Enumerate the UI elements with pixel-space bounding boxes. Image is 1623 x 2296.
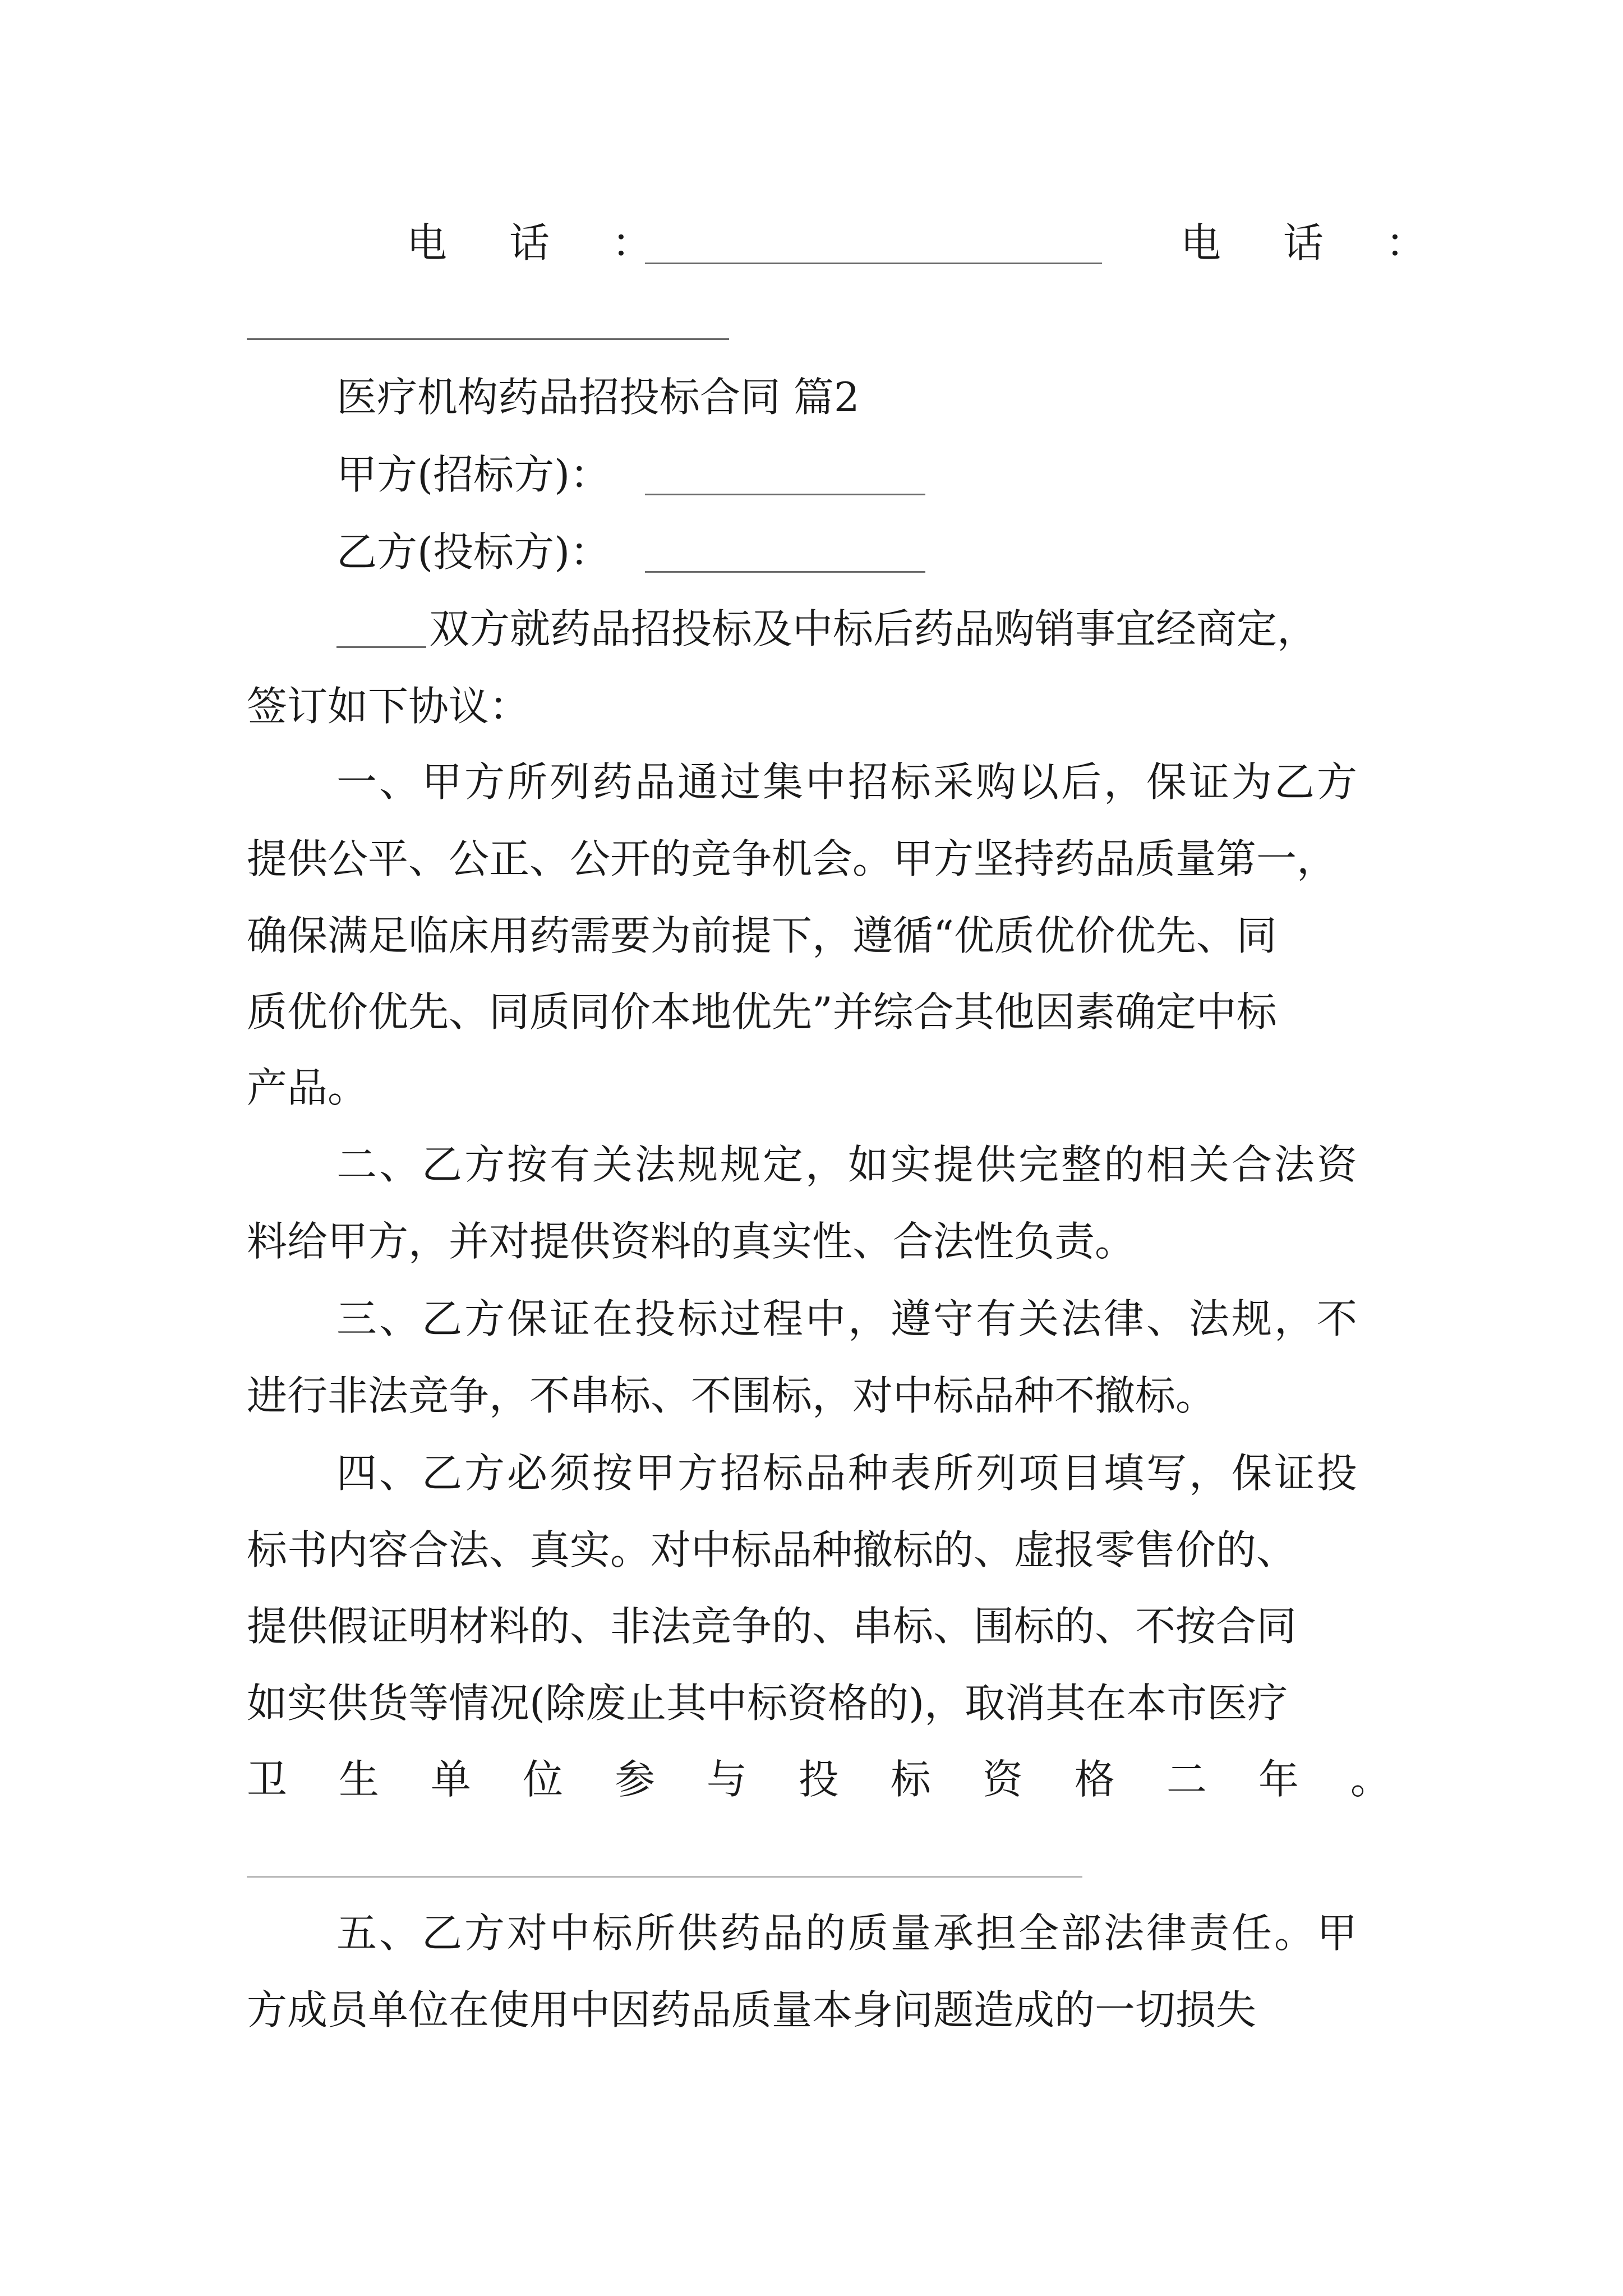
divider-rule: [247, 1876, 1082, 1878]
clause5-line-1: 五、乙方对中标所供药品的质量承担全部法律责任。甲: [336, 1910, 1360, 1957]
clause1-line-5: 产品。: [247, 1064, 368, 1111]
party-b-blank: [645, 571, 925, 573]
clause2-line-2: 料给甲方，并对提供资料的真实性、合法性负责。: [247, 1218, 1136, 1265]
clause4-line-1: 四、乙方必须按甲方招标品种表所列项目填写，保证投: [336, 1450, 1360, 1497]
section-title: 医疗机构药品招投标合同 篇2: [336, 374, 860, 421]
clause3-line-2: 进行非法竞争，不串标、不围标，对中标品种不撤标。: [247, 1372, 1216, 1419]
clause1-line-3: 确保满足临床用药需要为前提下，遵循“优质优价优先、同: [247, 912, 1277, 959]
clause4-line-3: 提供假证明材料的、非法竞争的、串标、围标的、不按合同: [247, 1603, 1297, 1650]
clause1-line-1: 一、甲方所列药品通过集中招标采购以后，保证为乙方: [336, 758, 1360, 806]
party-a-label: 甲方(招标方)：: [336, 451, 611, 498]
intro-line-1: 双方就药品招投标及中标后药品购销事宜经商定，: [429, 605, 1318, 652]
clause4-line-2: 标书内容合法、真实。对中标品种撤标的、虚报零售价的、: [247, 1526, 1297, 1573]
party-b-label: 乙方(投标方)：: [336, 528, 611, 576]
phone-blank-right: [247, 338, 729, 340]
clause4-line-5: 卫 生 单 位 参 与 投 标 资 格 二 年 。: [247, 1756, 1391, 1803]
clause5-line-2: 方成员单位在使用中因药品质量本身问题造成的一切损失: [247, 1986, 1257, 2033]
clause1-line-4: 质优价优先、同质同价本地优先”并综合其他因素确定中标: [247, 988, 1277, 1036]
phone-label-left: 电 话 ：: [407, 219, 677, 266]
clause1-line-2: 提供公平、公正、公开的竞争机会。甲方坚持药品质量第一，: [247, 835, 1338, 882]
clause4-line-4: 如实供货等情况(除废止其中标资格的)，取消其在本市医疗: [247, 1680, 1288, 1727]
intro-blank: [336, 646, 426, 648]
phone-label-right: 电 话 ：: [1181, 219, 1451, 266]
clause2-line-1: 二、乙方按有关法规规定，如实提供完整的相关合法资: [336, 1141, 1360, 1188]
intro-line-2: 签订如下协议：: [247, 683, 530, 730]
phone-blank-left: [645, 263, 1102, 264]
party-a-blank: [645, 494, 925, 495]
clause3-line-1: 三、乙方保证在投标过程中，遵守有关法律、法规，不: [336, 1295, 1360, 1342]
